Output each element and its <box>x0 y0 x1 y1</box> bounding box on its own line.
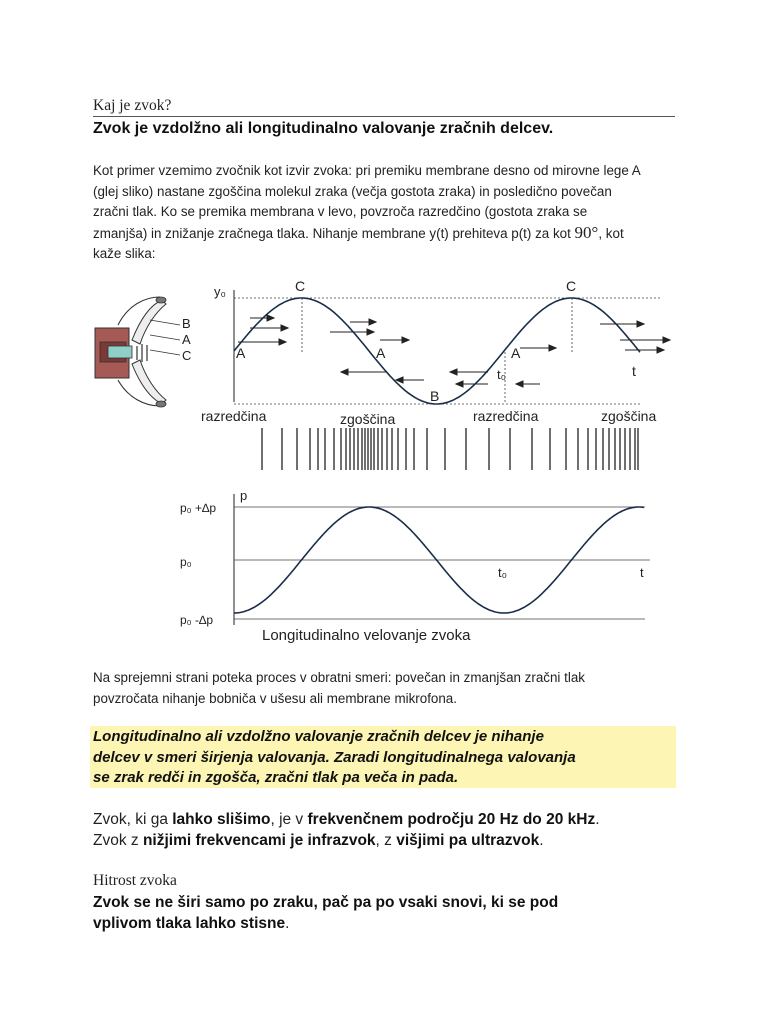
paragraph-line <box>93 830 693 851</box>
paragraph-line: Na sprejemni strani poteka proces v obratni smeri: povečan in zmanjšan zračni tlak <box>93 670 585 685</box>
text-run: Zvok, ki ga <box>93 811 173 828</box>
hearing-range-paragraph <box>93 809 693 851</box>
label-c-second: C <box>566 278 577 294</box>
longitudinal-wave-figure <box>0 270 768 650</box>
paragraph-line: Zvok se ne širi samo po zraku, pač pa po vsaki snovi, ki se pod <box>93 894 559 911</box>
text-run: . <box>285 915 290 932</box>
p-min-label: p₀ -∆p <box>180 613 213 627</box>
label-rarefaction-1: razredčina <box>201 408 267 424</box>
speed-paragraph <box>93 892 693 934</box>
text-run: , je v <box>270 811 308 828</box>
label-t0-bottom: t₀ <box>498 565 508 580</box>
label-a-second: A <box>376 345 386 361</box>
label-t-bottom: t <box>640 565 644 580</box>
voice-coil <box>108 346 132 358</box>
speaker-label-c: C <box>182 348 192 363</box>
text-run: . <box>595 811 600 828</box>
text-run: zmanjša) in znižanje zračnega tlaka. Nihanje membrane y(t) prehiteva p(t) za kot <box>93 225 575 241</box>
text-bold: nižjimi frekvencami je infrazvok <box>142 832 376 849</box>
label-compression-1: zgoščina <box>340 411 396 427</box>
text-run: , z <box>375 832 397 849</box>
p-max-label: p₀ +∆p <box>180 501 217 515</box>
text-run: Zvok z <box>93 832 143 849</box>
angle-value: 90° <box>574 222 599 242</box>
section-heading-hitrost-zvoka: Hitrost zvoka <box>93 872 177 889</box>
label-t0-top: t₀ <box>497 367 507 382</box>
paragraph-speaker <box>93 161 683 265</box>
highlight-text <box>93 727 683 789</box>
speaker-illustration <box>95 297 191 407</box>
heading-rule <box>93 116 675 117</box>
figure-caption: Longitudinalno velovanje zvoka <box>262 627 471 644</box>
paragraph-line: kaže slika: <box>93 246 156 261</box>
speaker-label-a: A <box>182 332 191 347</box>
paragraph-line <box>93 913 693 934</box>
p-axis-label: p <box>240 488 248 503</box>
label-a-third: A <box>511 345 521 361</box>
p-mid-label: p₀ <box>180 555 192 569</box>
speaker-label-b: B <box>182 316 191 331</box>
label-rarefaction-2: razredčina <box>473 408 539 424</box>
text-bold: lahko slišimo <box>172 811 271 828</box>
label-b: B <box>430 388 440 404</box>
paragraph-line: (glej sliko) nastane zgoščina molekul zraka (večja gostota zraka) in posledično povečan <box>93 183 612 199</box>
speaker-cone-bottom <box>132 360 166 404</box>
lead-sentence: Zvok je vzdolžno ali longitudinalno valovanje zračnih delcev. <box>93 120 554 137</box>
text-bold: frekvenčnem področju 20 Hz do 20 kHz <box>307 811 596 828</box>
paragraph-line: povzročata nihanje bobniča v ušesu ali membrane mikrofona. <box>93 690 457 706</box>
label-t-top: t <box>632 363 636 379</box>
label-a-first: A <box>236 345 246 361</box>
paragraph-line <box>93 223 683 245</box>
label-compression-2: zgoščina <box>601 408 657 424</box>
text-run: , kot <box>598 225 624 241</box>
label-c-first: C <box>295 278 306 294</box>
text-bold: vplivom tlaka lahko stisne <box>93 915 286 932</box>
paragraph-line: Kot primer vzemimo zvočnik kot izvir zvoka: pri premiku membrane desno od mirovne lege A <box>93 163 641 178</box>
paragraph-line: zračni tlak. Ko se premika membrana v levo, povzroča razredčino (gostota zraka se <box>93 204 588 219</box>
text-bold: višjimi pa ultrazvok <box>396 832 540 849</box>
paragraph-line <box>93 809 693 830</box>
highlight-line: Longitudinalno ali vzdolžno valovanje zračnih delcev je nihanje <box>93 728 544 745</box>
highlight-line: delcev v smeri širjenja valovanja. Zaradi longitudinalnega valovanja <box>93 748 576 766</box>
paragraph-receiver <box>93 668 683 709</box>
section-heading-kaj-je-zvok: Kaj je zvok? <box>93 97 172 114</box>
text-run: . <box>539 832 544 849</box>
particle-arrows <box>238 315 670 387</box>
highlight-line: se zrak redči in zgošča, zračni tlak pa veča in pada. <box>93 769 459 786</box>
y0-label: y₀ <box>214 284 226 299</box>
particle-density-lines <box>262 428 638 470</box>
